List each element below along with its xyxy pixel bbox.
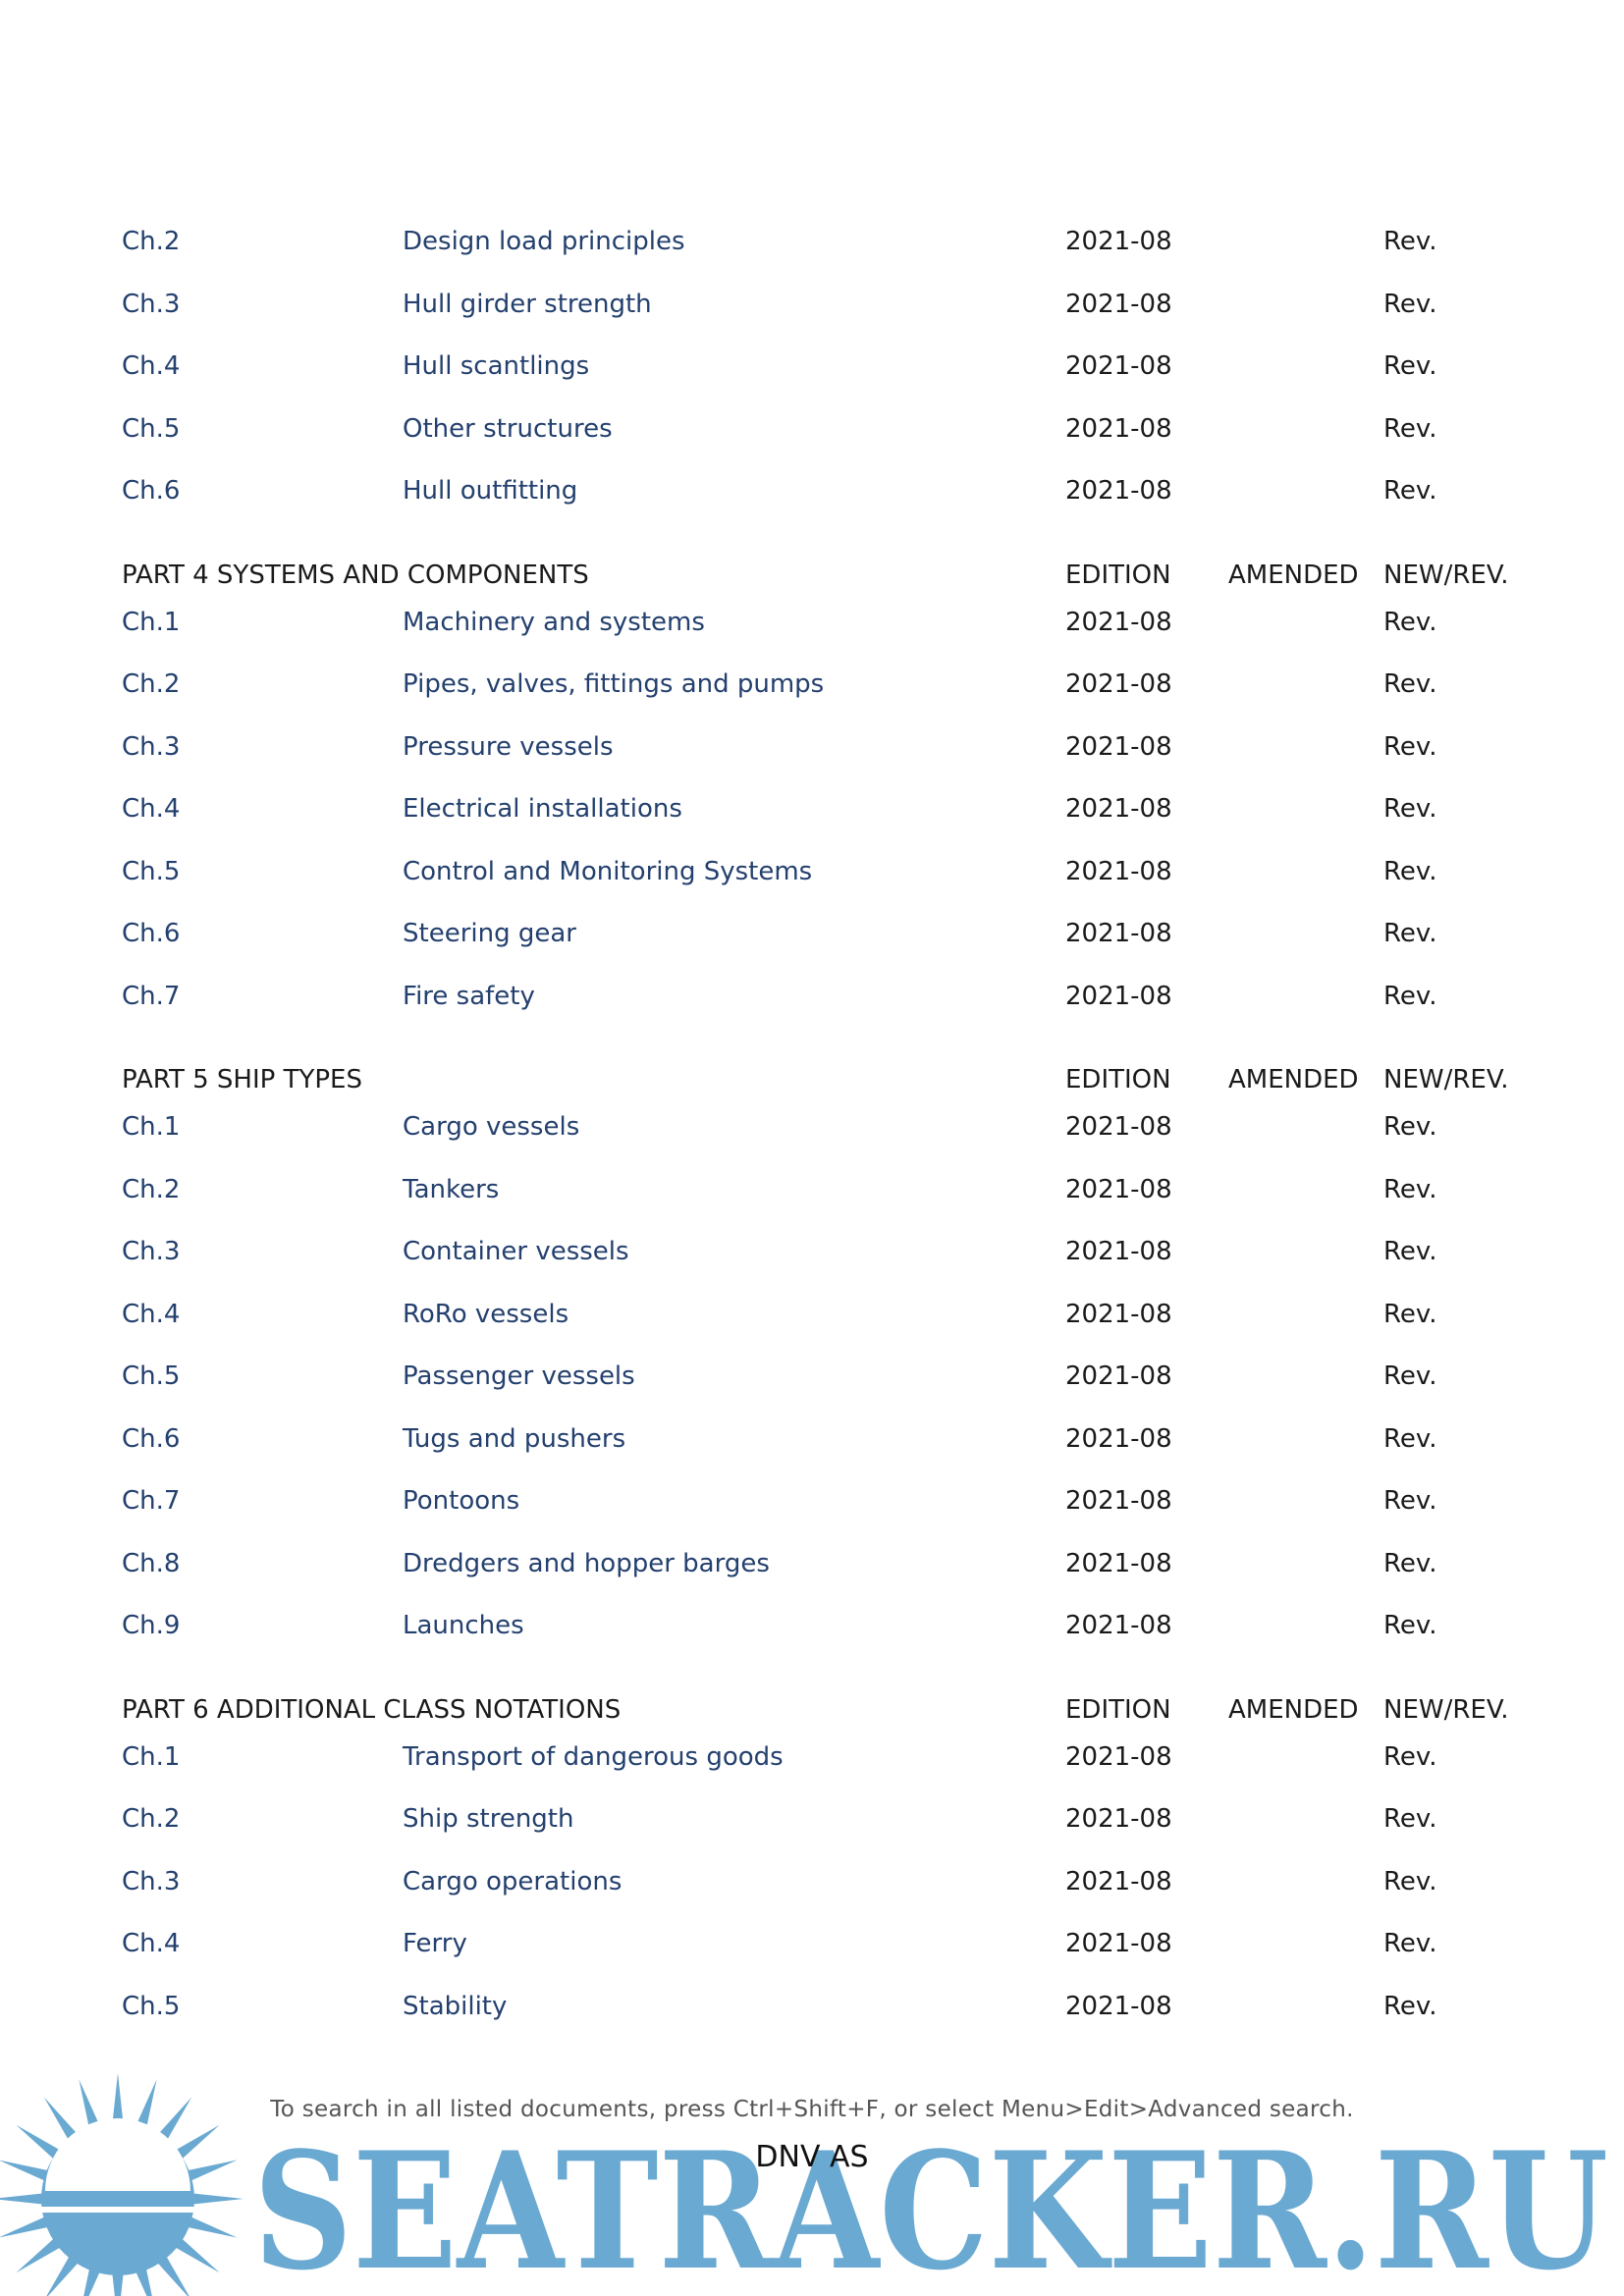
section-title: PART 4 SYSTEMS AND COMPONENTS [122,560,589,590]
amended-header: AMENDED [1228,1694,1359,1725]
chapter-title-link[interactable]: Control and Monitoring Systems [403,856,813,886]
chapter-link[interactable]: Ch.2 [122,227,181,256]
chapter-link[interactable]: Ch.3 [122,731,181,762]
newrev-value: Rev. [1383,1741,1437,1772]
chapter-title-link[interactable]: Dredgers and hopper barges [403,1548,770,1578]
chapter-title-link[interactable]: Tugs and pushers [403,1423,626,1454]
chapter-link[interactable]: Ch.1 [122,1741,181,1772]
chapter-title-link[interactable]: Design load principles [403,227,685,256]
edition-value: 2021-08 [1065,413,1172,444]
table-row [122,1291,1536,1354]
newrev-value: Rev. [1383,1362,1437,1391]
section-header [122,1056,1536,1103]
table-row [122,281,1536,344]
chapter-link[interactable]: Ch.6 [122,476,181,506]
table-row [122,1795,1536,1858]
edition-value: 2021-08 [1065,227,1172,256]
newrev-header: NEW/REV. [1383,1694,1509,1725]
chapter-title-link[interactable]: Other structures [403,413,613,444]
table-row [122,1983,1536,2046]
table-row [122,1228,1536,1291]
chapter-link[interactable]: Ch.3 [122,1866,181,1896]
section-spacer [122,1665,1536,1686]
edition-value: 2021-08 [1065,289,1172,319]
chapter-title-link[interactable]: Pontoons [403,1486,520,1516]
amended-header: AMENDED [1228,1065,1359,1095]
edition-value: 2021-08 [1065,794,1172,824]
table-row [122,1103,1536,1166]
edition-header: EDITION [1065,560,1171,590]
document-table [122,218,1536,2045]
table-row [122,343,1536,405]
edition-value: 2021-08 [1065,731,1172,762]
newrev-value: Rev. [1383,1174,1437,1204]
newrev-value: Rev. [1383,1991,1437,2021]
edition-value: 2021-08 [1065,669,1172,699]
edition-value: 2021-08 [1065,856,1172,886]
table-row [122,1602,1536,1665]
table-row [122,723,1536,786]
chapter-link[interactable]: Ch.4 [122,351,181,381]
chapter-title-link[interactable]: Ship strength [403,1804,574,1834]
chapter-title-link[interactable]: Container vessels [403,1237,629,1266]
table-row [122,1166,1536,1229]
edition-value: 2021-08 [1065,1362,1172,1391]
organization-name: DNV AS [755,2140,869,2174]
sun-logo-icon [0,2073,244,2296]
chapter-link[interactable]: Ch.1 [122,1112,181,1142]
newrev-header: NEW/REV. [1383,560,1509,590]
section-header [122,1686,1536,1734]
section-title: PART 5 SHIP TYPES [122,1065,362,1095]
watermark-text: SEATRACKER.RU [253,2116,1608,2296]
table-row [122,467,1536,530]
newrev-value: Rev. [1383,981,1437,1011]
chapter-title-link[interactable]: Pressure vessels [403,731,614,762]
chapter-link[interactable]: Ch.5 [122,856,181,886]
search-instructions: To search in all listed documents, press Ctrl+Shift+F, or select Menu>Edit>Advanced search. [270,2097,1354,2122]
edition-value: 2021-08 [1065,351,1172,381]
chapter-title-link[interactable]: RoRo vessels [403,1299,569,1329]
amended-header: AMENDED [1228,560,1359,590]
newrev-value: Rev. [1383,1548,1437,1578]
table-row [122,1540,1536,1603]
sun-ray [187,2193,244,2206]
edition-value: 2021-08 [1065,1423,1172,1454]
edition-value: 2021-08 [1065,1486,1172,1516]
chapter-link[interactable]: Ch.4 [122,1299,181,1329]
edition-value: 2021-08 [1065,981,1172,1011]
chapter-link[interactable]: Ch.5 [122,413,181,444]
edition-value: 2021-08 [1065,1548,1172,1578]
newrev-value: Rev. [1383,1929,1437,1958]
chapter-title-link[interactable]: Cargo vessels [403,1112,580,1142]
edition-header: EDITION [1065,1694,1171,1725]
table-row [122,1353,1536,1415]
section-header [122,552,1536,599]
chapter-link[interactable]: Ch.2 [122,669,181,699]
newrev-value: Rev. [1383,476,1437,506]
newrev-value: Rev. [1383,1299,1437,1329]
section-spacer [122,1035,1536,1056]
newrev-value: Rev. [1383,1804,1437,1834]
chapter-title-link[interactable]: Launches [403,1611,524,1640]
chapter-link[interactable]: Ch.2 [122,1174,181,1204]
chapter-title-link[interactable]: Pipes, valves, fittings and pumps [403,669,825,699]
chapter-link[interactable]: Ch.6 [122,919,181,948]
newrev-value: Rev. [1383,289,1437,319]
section-title: PART 6 ADDITIONAL CLASS NOTATIONS [122,1694,622,1725]
chapter-link[interactable]: Ch.4 [122,794,181,824]
table-row [122,1477,1536,1540]
table-row [122,848,1536,911]
table-row [122,1734,1536,1796]
chapter-title-link[interactable]: Hull scantlings [403,351,590,381]
chapter-title-link[interactable]: Stability [403,1991,508,2021]
edition-value: 2021-08 [1065,476,1172,506]
newrev-value: Rev. [1383,1611,1437,1640]
chapter-title-link[interactable]: Cargo operations [403,1866,623,1896]
newrev-value: Rev. [1383,794,1437,824]
chapter-title-link[interactable]: Steering gear [403,919,576,948]
newrev-value: Rev. [1383,1486,1437,1516]
chapter-title-link[interactable]: Passenger vessels [403,1362,635,1391]
edition-value: 2021-08 [1065,607,1172,637]
chapter-link[interactable]: Ch.3 [122,1237,181,1266]
newrev-value: Rev. [1383,607,1437,637]
newrev-value: Rev. [1383,1423,1437,1454]
newrev-value: Rev. [1383,919,1437,948]
edition-value: 2021-08 [1065,919,1172,948]
table-row [122,218,1536,281]
table-row [122,661,1536,723]
chapter-link[interactable]: Ch.8 [122,1548,181,1578]
chapter-link[interactable]: Ch.2 [122,1804,181,1834]
edition-value: 2021-08 [1065,1991,1172,2021]
seatracker-watermark [0,2061,1624,2296]
newrev-value: Rev. [1383,351,1437,381]
chapter-link[interactable]: Ch.4 [122,1929,181,1958]
chapter-title-link[interactable]: Hull outfitting [403,476,578,506]
table-row [122,973,1536,1036]
chapter-title-link[interactable]: Tankers [403,1174,500,1204]
chapter-link[interactable]: Ch.6 [122,1423,181,1454]
newrev-value: Rev. [1383,1237,1437,1266]
table-row [122,1858,1536,1921]
chapter-link[interactable]: Ch.5 [122,1362,181,1391]
edition-value: 2021-08 [1065,1929,1172,1958]
edition-value: 2021-08 [1065,1741,1172,1772]
edition-value: 2021-08 [1065,1112,1172,1142]
newrev-header: NEW/REV. [1383,1065,1509,1095]
edition-value: 2021-08 [1065,1299,1172,1329]
chapter-title-link[interactable]: Fire safety [403,981,535,1011]
chapter-link[interactable]: Ch.7 [122,981,181,1011]
table-row [122,1415,1536,1478]
section-spacer [122,530,1536,552]
edition-value: 2021-08 [1065,1174,1172,1204]
newrev-value: Rev. [1383,1866,1437,1896]
edition-header: EDITION [1065,1065,1171,1095]
table-row [122,405,1536,468]
newrev-value: Rev. [1383,227,1437,256]
chapter-title-link[interactable]: Electrical installations [403,794,682,824]
table-row [122,599,1536,662]
chapter-link[interactable]: Ch.7 [122,1486,181,1516]
chapter-title-link[interactable]: Hull girder strength [403,289,652,319]
edition-value: 2021-08 [1065,1866,1172,1896]
newrev-value: Rev. [1383,669,1437,699]
chapter-link[interactable]: Ch.1 [122,607,181,637]
newrev-value: Rev. [1383,856,1437,886]
chapter-link[interactable]: Ch.9 [122,1611,181,1640]
edition-value: 2021-08 [1065,1237,1172,1266]
table-row [122,1920,1536,1983]
chapter-link[interactable]: Ch.5 [122,1991,181,2021]
edition-value: 2021-08 [1065,1611,1172,1640]
chapter-link[interactable]: Ch.3 [122,289,181,319]
chapter-title-link[interactable]: Transport of dangerous goods [403,1741,784,1772]
edition-value: 2021-08 [1065,1804,1172,1834]
table-row [122,785,1536,848]
newrev-value: Rev. [1383,1112,1437,1142]
chapter-title-link[interactable]: Machinery and systems [403,607,705,637]
newrev-value: Rev. [1383,731,1437,762]
newrev-value: Rev. [1383,413,1437,444]
chapter-title-link[interactable]: Ferry [403,1929,467,1958]
table-row [122,910,1536,973]
